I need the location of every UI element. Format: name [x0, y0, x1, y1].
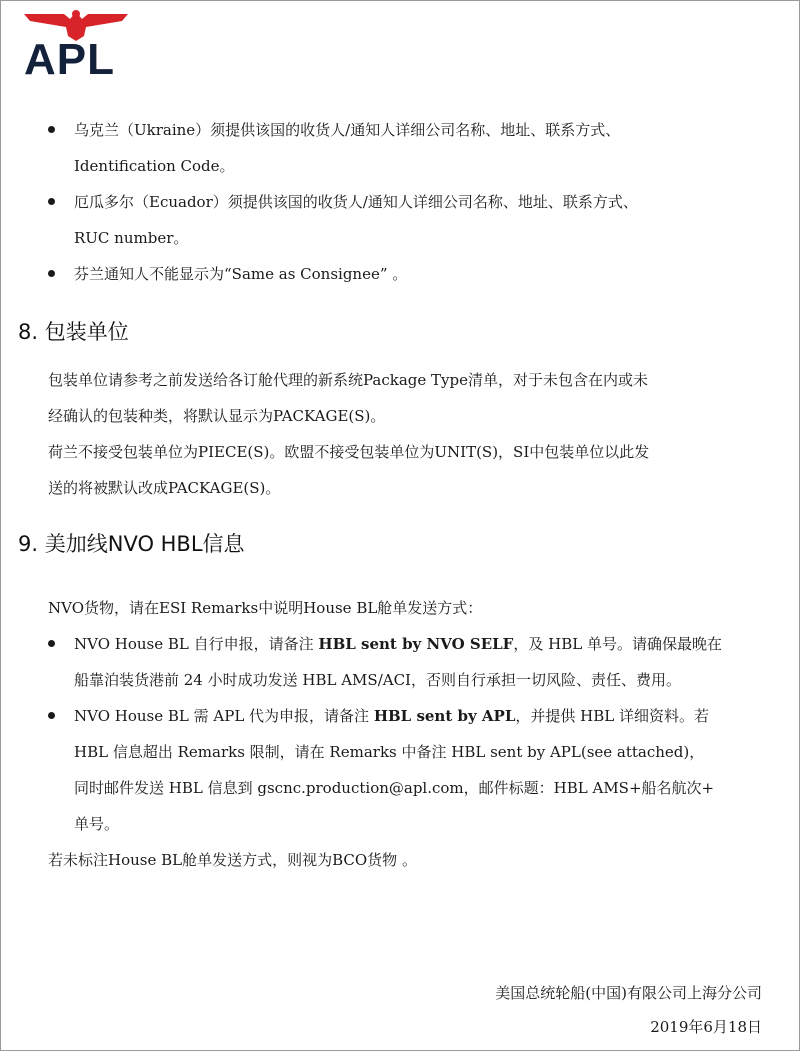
bullet-ecuador [44, 184, 638, 256]
section-8-heading [18, 318, 129, 346]
para-line: 经确认的包装种类，将默认显示为PACKAGE(S)。 [48, 407, 386, 425]
bullet-finland [44, 256, 638, 292]
para-line: 包装单位请参考之前发送给各订舱代理的新系统Package Type清单，对于未包含在内或未 [48, 371, 649, 389]
section-number: 8. [18, 320, 39, 344]
bullet-line: 乌克兰（Ukraine）须提供该国的收货人/通知人详细公司名称、地址、联系方式、 [74, 121, 621, 139]
section-9-outro [48, 842, 772, 878]
bullet-line: 芬兰通知人不能显示为“Same as Consignee” 。 [74, 265, 408, 283]
document-footer [495, 976, 762, 1044]
bullet-line: 厄瓜多尔（Ecuador）须提供该国的收货人/通知人详细公司名称、地址、联系方式、 [74, 193, 638, 211]
emphasis-text: HBL sent by NVO SELF [318, 635, 514, 653]
apl-logo-text: APL [24, 35, 115, 84]
bullet-line: 船靠泊装货港前 24 小时成功发送 HBL AMS/ACI，否则自行承担一切风险、责任、费用。 [74, 671, 681, 689]
text-run: NVO House BL 需 APL 代为申报，请备注 [74, 707, 374, 725]
para-line: 若未标注House BL舱单发送方式，则视为BCO货物 。 [48, 851, 417, 869]
document-date: 2019年6月18日 [650, 1018, 762, 1036]
bullet-line [74, 698, 784, 734]
bullet-line: 同时邮件发送 HBL 信息到 gscnc.production@apl.com，邮件标题：HBL AMS+船名航次+ [74, 779, 715, 797]
section-9-intro [48, 590, 772, 626]
section-8-paragraph-2 [48, 434, 772, 506]
bullet-ukraine [44, 112, 638, 184]
bullet-line: HBL 信息超出 Remarks 限制，请在 Remarks 中备注 HBL sent by APL(see attached)， [74, 743, 705, 761]
text-run: ，并提供 HBL 详细资料。若 [515, 707, 709, 725]
bullet-line: 单号。 [74, 815, 120, 833]
intro-bullet-list [44, 112, 638, 292]
emphasis-text: HBL sent by APL [373, 707, 516, 725]
section-8-paragraph-1 [48, 362, 772, 434]
bullet-apl-file [44, 698, 784, 842]
text-run: NVO House BL 自行申报，请备注 [74, 635, 319, 653]
section-title: 包装单位 [44, 320, 129, 344]
bullet-line: RUC number。 [74, 229, 189, 247]
text-run: ，及 HBL 单号。请确保最晚在 [513, 635, 722, 653]
section-number: 9. [18, 532, 39, 556]
section-9-heading [18, 530, 245, 558]
para-line: 送的将被默认改成PACKAGE(S)。 [48, 479, 281, 497]
para-line: NVO货物，请在ESI Remarks中说明House BL舱单发送方式： [48, 599, 483, 617]
section-9-bullet-list [44, 626, 784, 842]
bullet-line [74, 626, 784, 662]
company-name: 美国总统轮船(中国)有限公司上海分公司 [495, 984, 762, 1002]
para-line: 荷兰不接受包装单位为PIECE(S)。欧盟不接受包装单位为UNIT(S)，SI中包装单位以此发 [48, 443, 650, 461]
bullet-line: Identification Code。 [74, 157, 235, 175]
bullet-nvo-self [44, 626, 784, 698]
section-title: 美加线NVO HBL信息 [44, 532, 245, 556]
